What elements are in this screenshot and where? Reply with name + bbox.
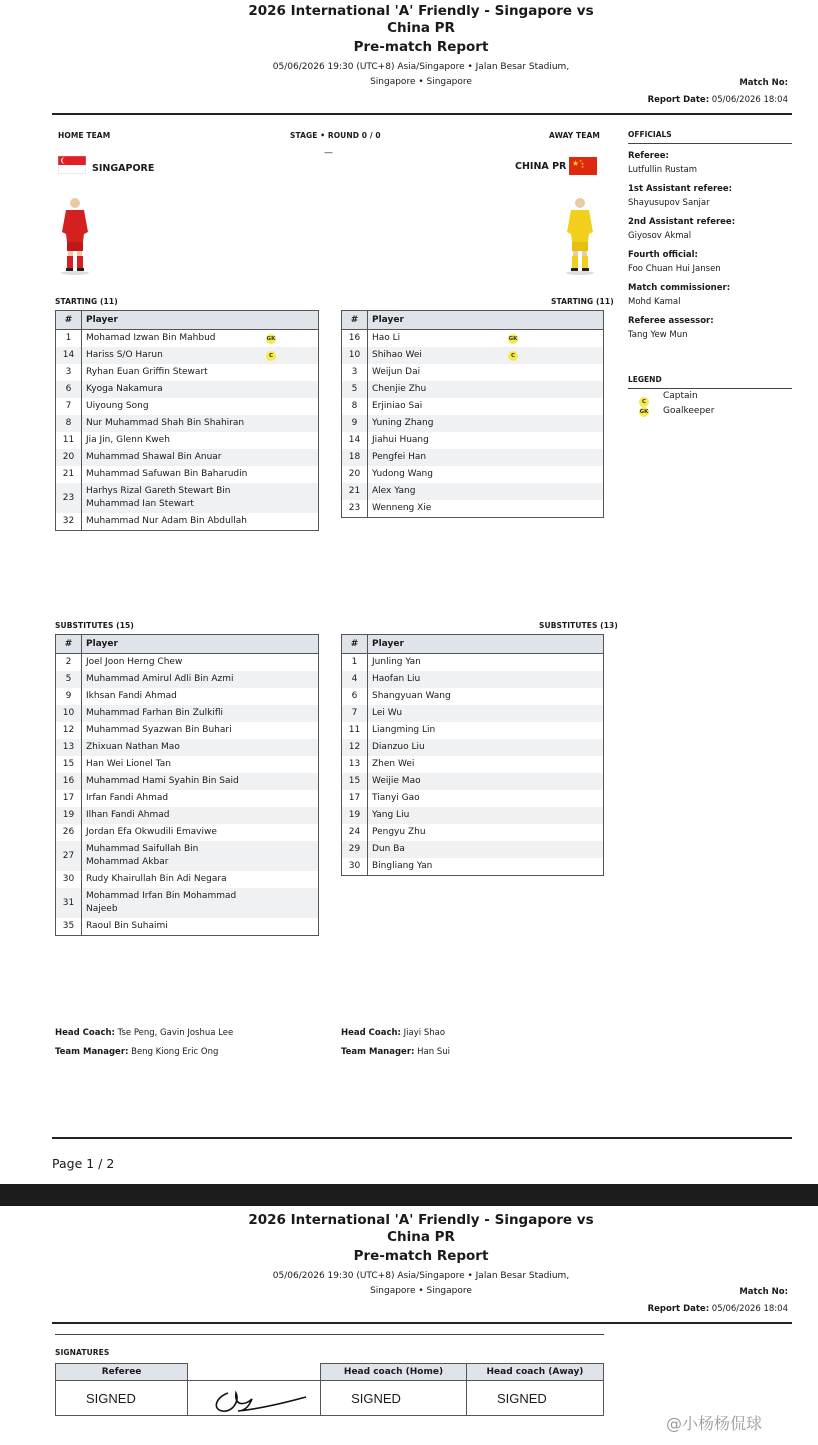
table-row bbox=[56, 654, 319, 672]
report-title-line2-p2: China PR bbox=[387, 1229, 455, 1245]
player-name-cell bbox=[368, 483, 604, 500]
officials-rule bbox=[628, 143, 792, 144]
table-row bbox=[342, 824, 604, 841]
away-kit-icon bbox=[563, 194, 597, 276]
player-name-cell bbox=[82, 483, 319, 513]
home-team-manager: Team Manager: Beng Kiong Eric Ong bbox=[55, 1047, 219, 1057]
player-number: 30 bbox=[342, 858, 368, 876]
player-name: Muhammad Amirul Adli Bin Azmi bbox=[86, 674, 234, 684]
player-name: Alex Yang bbox=[372, 486, 416, 496]
player-name: Pengyu Zhu bbox=[372, 827, 426, 837]
table-row bbox=[342, 381, 604, 398]
away-head-coach: Head Coach: Jiayi Shao bbox=[341, 1028, 446, 1038]
player-name: Mohammad Irfan Bin Mohammad Najeeb bbox=[86, 891, 237, 914]
report-type: Pre-match Report bbox=[353, 39, 489, 55]
table-row bbox=[56, 773, 319, 790]
player-name: Wenneng Xie bbox=[372, 503, 432, 513]
player-name-cell bbox=[368, 398, 604, 415]
player-name-cell bbox=[368, 500, 604, 518]
player-number: 10 bbox=[56, 705, 82, 722]
signatures-top-rule bbox=[55, 1334, 604, 1335]
table-row bbox=[342, 671, 604, 688]
player-name-cell bbox=[82, 722, 319, 739]
player-name: Muhammad Shawal Bin Anuar bbox=[86, 452, 222, 462]
player-name-cell bbox=[368, 688, 604, 705]
report-title-line1: 2026 International 'A' Friendly - Singapore vs bbox=[248, 3, 594, 19]
legend-captain: Captain bbox=[663, 391, 698, 401]
official-name: Lutfullin Rustam bbox=[628, 165, 698, 175]
player-name-cell bbox=[82, 449, 319, 466]
svg-text:★: ★ bbox=[579, 159, 583, 163]
table-row bbox=[56, 347, 319, 364]
player-number: 7 bbox=[56, 398, 82, 415]
svg-text:★: ★ bbox=[572, 159, 580, 168]
table-row bbox=[342, 841, 604, 858]
official-name: Foo Chuan Hui Jansen bbox=[628, 264, 721, 274]
home-starting-label: STARTING (11) bbox=[55, 297, 118, 306]
stage-dash: — bbox=[324, 148, 333, 158]
table-row bbox=[342, 688, 604, 705]
player-number: 5 bbox=[56, 671, 82, 688]
player-number: 19 bbox=[342, 807, 368, 824]
player-number: 30 bbox=[56, 871, 82, 888]
table-row bbox=[56, 483, 319, 513]
player-number: 16 bbox=[56, 773, 82, 790]
player-name-cell bbox=[82, 888, 319, 918]
player-name-cell bbox=[368, 432, 604, 449]
sig-header-referee: Referee bbox=[56, 1364, 188, 1381]
player-name: Shihao Wei bbox=[372, 350, 422, 360]
table-row bbox=[56, 364, 319, 381]
match-datetime-venue-p2: 05/06/2026 19:30 (UTC+8) Asia/Singapore • Jalan Besar Stadium, bbox=[272, 1271, 570, 1281]
player-number: 20 bbox=[342, 466, 368, 483]
col-num-header: # bbox=[56, 311, 82, 330]
sig-header-blank bbox=[188, 1364, 321, 1381]
table-row bbox=[342, 500, 604, 518]
sig-handwritten bbox=[188, 1381, 321, 1416]
table-row bbox=[342, 330, 604, 348]
away-starting-label: STARTING (11) bbox=[551, 297, 614, 306]
home-subs-label: SUBSTITUTES (15) bbox=[55, 621, 134, 630]
player-name-cell bbox=[82, 790, 319, 807]
player-number: 1 bbox=[342, 654, 368, 672]
table-row bbox=[56, 381, 319, 398]
player-name-cell bbox=[82, 841, 319, 871]
player-name: Mohamad Izwan Bin Mahbud bbox=[86, 333, 216, 343]
player-name-cell bbox=[368, 381, 604, 398]
player-number: 27 bbox=[56, 841, 82, 871]
sig-header-home-coach: Head coach (Home) bbox=[321, 1364, 467, 1381]
sig-referee: SIGNED bbox=[56, 1381, 188, 1416]
player-name-cell bbox=[82, 398, 319, 415]
captain-badge-icon: C bbox=[508, 351, 518, 361]
away-starting-table bbox=[341, 310, 604, 518]
player-name: Raoul Bin Suhaimi bbox=[86, 921, 168, 931]
officials-heading: OFFICIALS bbox=[628, 130, 672, 139]
table-row bbox=[56, 790, 319, 807]
table-row bbox=[342, 398, 604, 415]
match-location: Singapore • Singapore bbox=[370, 77, 472, 87]
stage-label: STAGE • ROUND 0 / 0 bbox=[290, 131, 381, 140]
table-row bbox=[56, 330, 319, 348]
table-row bbox=[56, 671, 319, 688]
home-starting-table bbox=[55, 310, 319, 531]
player-name: Muhammad Hami Syahin Bin Said bbox=[86, 776, 239, 786]
player-number: 17 bbox=[342, 790, 368, 807]
home-subs-table bbox=[55, 634, 319, 936]
player-name-cell bbox=[82, 739, 319, 756]
player-name-cell bbox=[82, 654, 319, 672]
table-row bbox=[342, 483, 604, 500]
player-number: 11 bbox=[56, 432, 82, 449]
player-number: 9 bbox=[56, 688, 82, 705]
player-number: 21 bbox=[56, 466, 82, 483]
player-name-cell bbox=[368, 824, 604, 841]
match-datetime-venue: 05/06/2026 19:30 (UTC+8) Asia/Singapore • Jalan Besar Stadium, bbox=[272, 62, 570, 72]
away-team-name: CHINA PR bbox=[515, 161, 567, 172]
player-name: Zhixuan Nathan Mao bbox=[86, 742, 180, 752]
player-name: Shangyuan Wang bbox=[372, 691, 451, 701]
player-name: Hao Li bbox=[372, 333, 401, 343]
player-number: 3 bbox=[342, 364, 368, 381]
player-name: Kyoga Nakamura bbox=[86, 384, 163, 394]
table-row bbox=[342, 722, 604, 739]
svg-text:★: ★ bbox=[581, 165, 585, 169]
player-name: Harhys Rizal Gareth Stewart Bin Muhammad Ian Stewart bbox=[86, 486, 231, 509]
player-name: Muhammad Saifullah Bin Mohammad Akbar bbox=[86, 844, 199, 867]
table-row bbox=[342, 790, 604, 807]
home-head-coach: Head Coach: Tse Peng, Gavin Joshua Lee bbox=[55, 1028, 234, 1038]
report-date: Report Date: 05/06/2026 18:04 bbox=[647, 95, 788, 105]
table-row bbox=[56, 415, 319, 432]
legend-rule bbox=[628, 388, 792, 389]
player-number: 18 bbox=[342, 449, 368, 466]
player-name: Jiahui Huang bbox=[372, 435, 429, 445]
table-row bbox=[56, 918, 319, 936]
table-row bbox=[342, 449, 604, 466]
official-name: Shayusupov Sanjar bbox=[628, 198, 710, 208]
player-name-cell bbox=[82, 432, 319, 449]
player-name-cell bbox=[82, 705, 319, 722]
player-number: 7 bbox=[342, 705, 368, 722]
table-row bbox=[342, 756, 604, 773]
table-row bbox=[56, 807, 319, 824]
header-rule bbox=[52, 113, 792, 115]
col-num-header: # bbox=[56, 635, 82, 654]
player-name-cell bbox=[82, 824, 319, 841]
player-name-cell bbox=[368, 330, 604, 348]
player-number: 9 bbox=[342, 415, 368, 432]
away-subs-label: SUBSTITUTES (13) bbox=[539, 621, 618, 630]
player-name: Weijie Mao bbox=[372, 776, 421, 786]
official-role: Fourth official: bbox=[628, 250, 698, 260]
signatures-table bbox=[55, 1363, 604, 1416]
goalkeeper-badge-icon: GK bbox=[639, 409, 649, 415]
player-name-cell bbox=[82, 871, 319, 888]
player-number: 24 bbox=[342, 824, 368, 841]
report-type-p2: Pre-match Report bbox=[353, 1248, 489, 1264]
player-number: 8 bbox=[56, 415, 82, 432]
home-team-label: HOME TEAM bbox=[58, 131, 111, 140]
player-name-cell bbox=[82, 756, 319, 773]
player-name-cell bbox=[368, 773, 604, 790]
player-name-cell bbox=[368, 756, 604, 773]
player-number: 8 bbox=[342, 398, 368, 415]
table-row bbox=[56, 398, 319, 415]
player-name: Pengfei Han bbox=[372, 452, 427, 462]
player-name: Dianzuo Liu bbox=[372, 742, 425, 752]
player-number: 35 bbox=[56, 918, 82, 936]
player-name-cell bbox=[368, 705, 604, 722]
player-name-cell bbox=[82, 688, 319, 705]
player-name: Jordan Efa Okwudili Emaviwe bbox=[86, 827, 217, 837]
official-name: Giyosov Akmal bbox=[628, 231, 692, 241]
player-name-cell bbox=[368, 807, 604, 824]
table-row bbox=[342, 415, 604, 432]
away-team-manager: Team Manager: Han Sui bbox=[341, 1047, 450, 1057]
player-name: Bingliang Yan bbox=[372, 861, 433, 871]
table-row bbox=[342, 432, 604, 449]
player-name: Han Wei Lionel Tan bbox=[86, 759, 171, 769]
official-role: Match commissioner: bbox=[628, 283, 731, 293]
player-name: Hariss S/O Harun bbox=[86, 350, 163, 360]
player-number: 12 bbox=[56, 722, 82, 739]
player-name-cell bbox=[368, 841, 604, 858]
table-row bbox=[342, 807, 604, 824]
player-number: 14 bbox=[342, 432, 368, 449]
player-name: Liangming Lin bbox=[372, 725, 436, 735]
player-number: 26 bbox=[56, 824, 82, 841]
player-name: Ryhan Euan Griffin Stewart bbox=[86, 367, 208, 377]
col-num-header: # bbox=[342, 311, 368, 330]
player-number: 13 bbox=[342, 756, 368, 773]
table-row bbox=[342, 739, 604, 756]
player-name: Yang Liu bbox=[372, 810, 410, 820]
table-row bbox=[342, 705, 604, 722]
player-number: 29 bbox=[342, 841, 368, 858]
table-row bbox=[56, 841, 319, 871]
col-player-header: Player bbox=[368, 635, 604, 654]
table-row bbox=[56, 888, 319, 918]
player-number: 11 bbox=[342, 722, 368, 739]
player-name: Ikhsan Fandi Ahmad bbox=[86, 691, 177, 701]
player-number: 31 bbox=[56, 888, 82, 918]
player-name: Lei Wu bbox=[372, 708, 403, 718]
player-name-cell bbox=[82, 671, 319, 688]
player-name-cell bbox=[82, 466, 319, 483]
signatures-heading: SIGNATURES bbox=[55, 1348, 110, 1357]
player-number: 4 bbox=[342, 671, 368, 688]
player-name: Weijun Dai bbox=[372, 367, 421, 377]
table-row bbox=[56, 871, 319, 888]
away-subs-table bbox=[341, 634, 604, 876]
table-row bbox=[56, 513, 319, 531]
player-name: Junling Yan bbox=[372, 657, 421, 667]
player-number: 2 bbox=[56, 654, 82, 672]
col-player-header: Player bbox=[82, 311, 319, 330]
player-name: Yuning Zhang bbox=[372, 418, 434, 428]
player-number: 20 bbox=[56, 449, 82, 466]
official-role: 1st Assistant referee: bbox=[628, 184, 733, 194]
player-name-cell bbox=[368, 415, 604, 432]
table-row bbox=[56, 466, 319, 483]
player-name: Irfan Fandi Ahmad bbox=[86, 793, 169, 803]
watermark: @小杨杨侃球 bbox=[666, 1414, 763, 1433]
player-name: Ilhan Fandi Ahmad bbox=[86, 810, 170, 820]
page-separator bbox=[0, 1184, 818, 1206]
player-name-cell bbox=[82, 330, 319, 348]
player-name: Chenjie Zhu bbox=[372, 384, 427, 394]
table-row bbox=[56, 432, 319, 449]
report-title-line1-p2: 2026 International 'A' Friendly - Singapore vs bbox=[248, 1212, 594, 1228]
away-team-label: AWAY TEAM bbox=[549, 131, 600, 140]
china-flag-icon bbox=[569, 157, 597, 175]
player-number: 6 bbox=[342, 688, 368, 705]
player-number: 23 bbox=[342, 500, 368, 518]
report-title-line2: China PR bbox=[387, 20, 455, 36]
table-row bbox=[56, 739, 319, 756]
match-no: Match No: bbox=[739, 78, 788, 88]
player-name-cell bbox=[368, 654, 604, 672]
player-number: 15 bbox=[342, 773, 368, 790]
header-rule-p2 bbox=[52, 1322, 792, 1324]
player-name-cell bbox=[82, 918, 319, 936]
player-number: 6 bbox=[56, 381, 82, 398]
table-row bbox=[342, 466, 604, 483]
sig-away-coach: SIGNED bbox=[466, 1381, 603, 1416]
col-player-header: Player bbox=[82, 635, 319, 654]
legend-goalkeeper: Goalkeeper bbox=[663, 406, 715, 416]
player-name: Muhammad Farhan Bin Zulkifli bbox=[86, 708, 223, 718]
sig-header-away-coach: Head coach (Away) bbox=[466, 1364, 603, 1381]
player-number: 32 bbox=[56, 513, 82, 531]
player-name-cell bbox=[82, 381, 319, 398]
col-num-header: # bbox=[342, 635, 368, 654]
official-role: Referee assessor: bbox=[628, 316, 714, 326]
table-row bbox=[56, 722, 319, 739]
table-row bbox=[342, 773, 604, 790]
player-number: 3 bbox=[56, 364, 82, 381]
official-role: 2nd Assistant referee: bbox=[628, 217, 736, 227]
player-name: Haofan Liu bbox=[372, 674, 421, 684]
player-name: Erjiniao Sai bbox=[372, 401, 423, 411]
player-name-cell bbox=[368, 671, 604, 688]
official-name: Tang Yew Mun bbox=[628, 330, 688, 340]
player-number: 19 bbox=[56, 807, 82, 824]
col-player-header: Player bbox=[368, 311, 604, 330]
player-number: 21 bbox=[342, 483, 368, 500]
player-number: 14 bbox=[56, 347, 82, 364]
captain-badge-icon: C bbox=[639, 397, 649, 407]
page-number: Page 1 / 2 bbox=[52, 1156, 115, 1171]
player-number: 23 bbox=[56, 483, 82, 513]
signature-scribble-icon bbox=[188, 1381, 318, 1415]
player-name-cell bbox=[368, 449, 604, 466]
table-row bbox=[56, 688, 319, 705]
player-name-cell bbox=[82, 807, 319, 824]
home-kit-icon bbox=[58, 194, 92, 276]
player-name: Muhammad Safuwan Bin Baharudin bbox=[86, 469, 248, 479]
captain-badge-icon: C bbox=[266, 351, 276, 361]
player-number: 10 bbox=[342, 347, 368, 364]
table-row bbox=[56, 756, 319, 773]
player-name-cell bbox=[368, 858, 604, 876]
table-row bbox=[56, 824, 319, 841]
report-date-p2: Report Date: 05/06/2026 18:04 bbox=[647, 1304, 788, 1314]
player-number: 5 bbox=[342, 381, 368, 398]
table-row bbox=[342, 654, 604, 672]
match-location-p2: Singapore • Singapore bbox=[370, 1286, 472, 1296]
player-name: Yudong Wang bbox=[372, 469, 433, 479]
player-name-cell bbox=[368, 466, 604, 483]
player-number: 16 bbox=[342, 330, 368, 348]
player-number: 15 bbox=[56, 756, 82, 773]
legend-heading: LEGEND bbox=[628, 375, 662, 384]
player-name-cell bbox=[82, 415, 319, 432]
goalkeeper-badge-icon: GK bbox=[266, 335, 276, 342]
table-row bbox=[342, 858, 604, 876]
official-name: Mohd Kamal bbox=[628, 297, 681, 307]
table-row bbox=[56, 449, 319, 466]
footer-rule bbox=[52, 1137, 792, 1139]
svg-text:★: ★ bbox=[581, 162, 585, 166]
goalkeeper-badge-icon: GK bbox=[508, 335, 518, 342]
player-name-cell bbox=[368, 364, 604, 381]
player-name-cell bbox=[368, 722, 604, 739]
player-name-cell bbox=[82, 513, 319, 531]
player-name: Jia Jin, Glenn Kweh bbox=[86, 435, 170, 445]
player-name: Uiyoung Song bbox=[86, 401, 149, 411]
player-name: Zhen Wei bbox=[372, 759, 415, 769]
player-number: 17 bbox=[56, 790, 82, 807]
player-name-cell bbox=[82, 347, 319, 364]
player-name: Tianyi Gao bbox=[372, 793, 420, 803]
player-name-cell bbox=[82, 773, 319, 790]
player-name-cell bbox=[368, 739, 604, 756]
official-role: Referee: bbox=[628, 151, 669, 161]
player-name: Muhammad Syazwan Bin Buhari bbox=[86, 725, 232, 735]
player-name-cell bbox=[368, 790, 604, 807]
player-name: Muhammad Nur Adam Bin Abdullah bbox=[86, 516, 247, 526]
player-name: Nur Muhammad Shah Bin Shahiran bbox=[86, 418, 245, 428]
player-number: 1 bbox=[56, 330, 82, 348]
player-name: Dun Ba bbox=[372, 844, 405, 854]
match-no-p2: Match No: bbox=[739, 1287, 788, 1297]
player-number: 13 bbox=[56, 739, 82, 756]
table-row bbox=[342, 347, 604, 364]
player-name-cell bbox=[82, 364, 319, 381]
sig-home-coach: SIGNED bbox=[321, 1381, 467, 1416]
table-row bbox=[56, 705, 319, 722]
player-number: 12 bbox=[342, 739, 368, 756]
table-row bbox=[342, 364, 604, 381]
player-name: Rudy Khairullah Bin Adi Negara bbox=[86, 874, 227, 884]
player-name-cell bbox=[368, 347, 604, 364]
player-name: Joel Joon Herng Chew bbox=[86, 657, 183, 667]
singapore-flag-icon bbox=[58, 156, 86, 174]
home-team-name: SINGAPORE bbox=[92, 163, 155, 174]
